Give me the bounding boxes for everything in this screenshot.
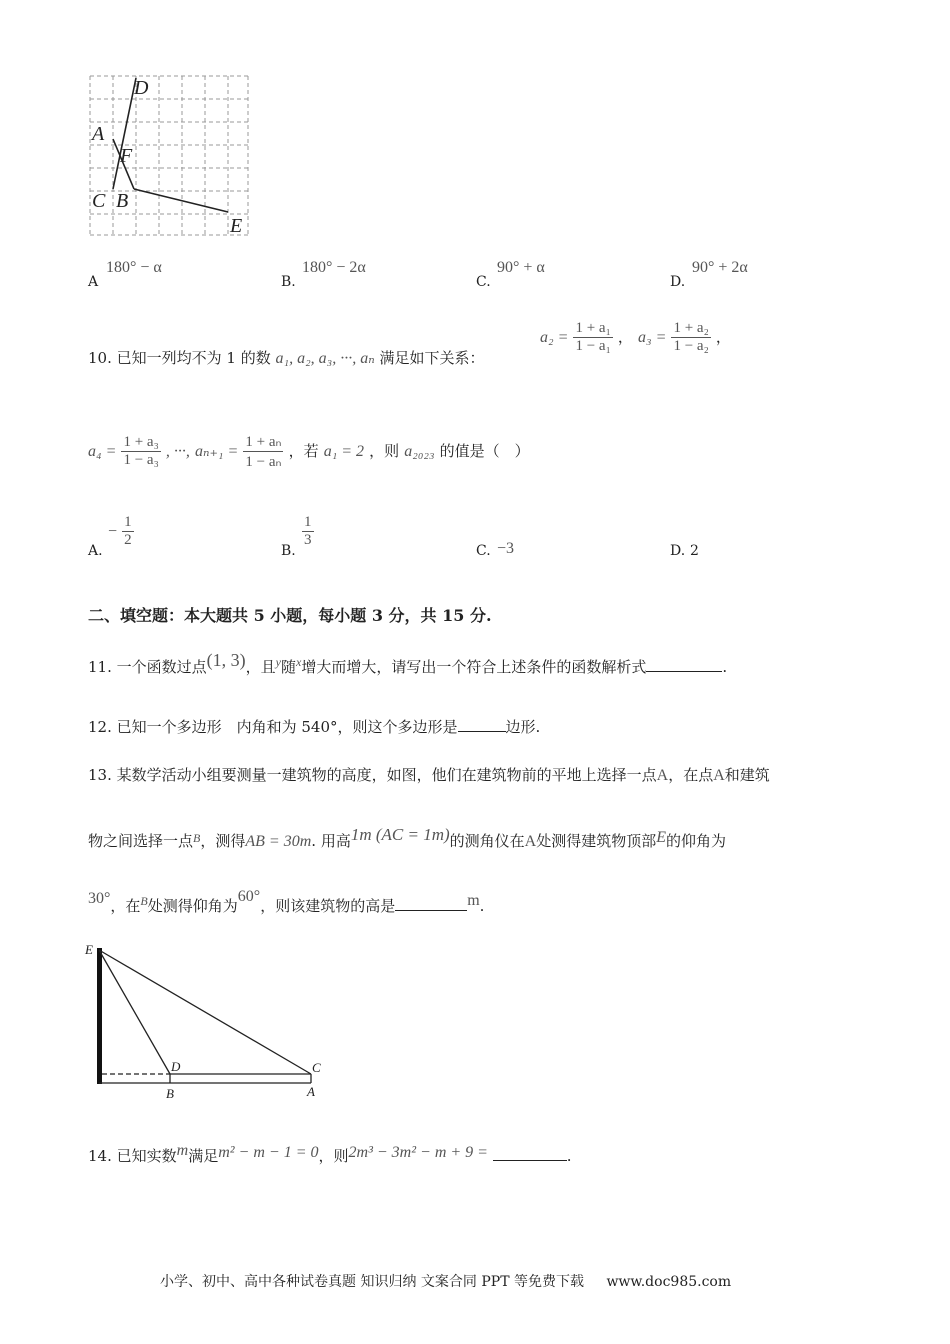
q10-option-a-num: 1 [124,514,132,530]
rel-a3-den: 1 − a₂ [673,338,709,354]
line-dc [113,78,136,189]
q13-l1b: ，在点 [668,766,714,784]
q10-sequence: a₁, a₂, a₃, ···, aₙ [275,350,375,367]
q13-l3a: ，在 [110,897,141,915]
q10-text [88,347,484,368]
label-e: E [230,215,243,237]
label-c: C [92,190,106,212]
rel-a2-fraction [573,320,612,355]
q11-x: x [295,655,302,669]
q10-option-c-expr: −3 [497,540,515,557]
rel-dots: , ···, [165,443,190,460]
q13-height: 1m (AC = 1m) [350,825,450,844]
question9-figure [84,72,254,240]
q11 [88,650,727,677]
q9-option-a-expr: 180° − α [106,259,162,276]
q13-l1: 13. 某数学活动小组要测量一建筑物的高度，如图，他们在建筑物前的平地上选择一点 [88,766,657,784]
rel-a4-lhs: a₄ = [88,443,117,460]
q9-option-a-letter: A [88,274,99,290]
q13-l3c: ，则该建筑物的高是 [260,897,396,915]
q12-end: 边形. [505,718,541,736]
label-d2: D [171,1059,181,1074]
q13-point-a2: A [713,767,725,784]
rel-a2-num: 1 + a₁ [575,320,611,336]
line-ed [99,950,170,1074]
q13-l2b: ，测得 [200,832,246,850]
q14-m: m [176,1142,189,1159]
q10-then: ，则 [369,442,400,460]
q10-option-a-letter: A. [88,543,103,559]
q10-intro: 10. 已知一列均不为 1 的数 [88,349,271,367]
q13-point-e: E [656,829,667,846]
q13-answer-blank[interactable] [395,896,467,911]
q13-line1 [88,764,770,785]
rel-an-den: 1 − aₙ [245,454,282,470]
q10-option-b-fraction [302,514,314,549]
q13-l3b: 处测得仰角为 [147,897,238,915]
rel-an-num: 1 + aₙ [245,434,282,450]
q13-angle2: 60° [237,888,261,905]
q13-angle1: 30° [88,890,111,907]
q9-option-b-expr: 180° − 2α [302,259,366,276]
footer [160,1271,731,1291]
q10-if: ，若 [288,442,319,460]
q10-relations-row2 [88,432,530,471]
q13-l2f: 的仰角为 [666,832,727,850]
rel-a3-lhs: a₃ = [638,329,667,346]
q11-end: . [722,658,728,676]
q9-option-d-expr: 90° + 2α [692,259,748,276]
line-ec [99,950,311,1074]
label-e2: E [85,942,93,957]
q12-text: 12. 已知一个多边形 内角和为 540°，则这个多边形是 [88,718,458,736]
q10-condition: a₁ = 2 [323,443,365,460]
rel-a2-lhs: a₂ = [540,329,569,346]
q10-option-a-fraction [122,514,134,549]
q10-option-a-den: 2 [124,532,132,548]
q10-option-d-expr: 2 [690,543,699,559]
label-b2: B [166,1086,174,1101]
label-d: D [134,77,149,99]
q13-point-b2: B [140,894,148,908]
q14-t2: 满足 [188,1147,219,1165]
q13-line3 [88,888,484,916]
q13-l2d: 的测角仪在 [449,832,525,850]
q13-line2 [88,825,726,851]
rel-a4-num: 1 + a₃ [123,434,159,450]
q11-answer-blank[interactable] [646,657,722,672]
q12-answer-blank[interactable] [458,717,506,732]
q10-intro2: 满足如下关系： [379,349,485,367]
q10-option-b-value [302,514,314,549]
rel-an-lhs: aₙ₊₁ = [195,443,239,460]
q9-option-b-letter: B. [281,274,296,290]
footer-text: 小学、初中、高中各种试卷真题 知识归纳 文案合同 PPT 等免费下载 [160,1274,584,1290]
q10-option-c-letter: C. [476,543,491,559]
q14-t3: ，则 [318,1147,349,1165]
rel-an-fraction [243,432,283,471]
q14-end: . [566,1147,572,1165]
q9-option-d-letter: D. [670,274,686,290]
q10-option-b-num: 1 [304,514,312,530]
q11-t3: 随 [280,658,296,676]
q13-l1c: 和建筑 [724,766,770,784]
rel-a3-fraction [671,320,710,355]
q13-ab: AB = 30m [245,833,312,850]
q9-option-c-letter: C. [476,274,491,290]
q10-relations-row1: a₂ = $\frac{\text{1 + a₁}}{\text{1 − a₁}}$ ， a₃ = $\frac{\text{1 + a₂}}{\text{1 − a₂}}$ ， [540,320,731,354]
q11-point: (1, 3) [206,650,246,670]
q13-l2e: 处测得建筑物顶部 [536,832,657,850]
q14-expression: 2m³ − 3m² − m + 9 = [348,1144,488,1161]
q14 [88,1142,572,1166]
line-be [134,189,228,212]
q13-l2c: . 用高 [311,832,351,850]
q13-point-b: B [193,831,201,845]
building [97,948,102,1084]
footer-url[interactable]: www.doc985.com [606,1274,732,1290]
q10-target: a₂₀₂₃ [404,443,435,460]
q10-option-a-sign: − [108,523,118,540]
q10-ask: 的值是（ ） [439,442,530,460]
section2-title: 二、填空题：本大题共 5 小题，每小题 3 分，共 15 分. [88,606,492,625]
label-c2: C [312,1060,321,1075]
q13-unit: m [467,892,480,909]
q10-option-b-den: 3 [304,532,312,548]
q13-end: . [479,897,485,915]
q10-option-b-letter: B. [281,543,296,559]
q11-y: y [275,655,281,669]
label-a: A [92,123,105,145]
q10-option-d-letter: D. [670,543,686,559]
q13-l2a: 物之间选择一点 [88,832,194,850]
question13-figure [82,940,332,1102]
label-b: B [116,190,129,212]
q13-point-a3: A [524,833,537,850]
rel-a3-num: 1 + a₂ [673,320,709,336]
q11-t1: 11. 一个函数过点 [88,658,207,676]
q14-equation: m² − m − 1 = 0 [218,1144,319,1161]
q11-t4: 增大而增大，请写出一个符合上述条件的函数解析式 [301,658,647,676]
q14-answer-blank[interactable] [493,1146,567,1161]
q10-option-a-value [108,514,134,549]
label-f: F [120,145,133,167]
q14-t1: 14. 已知实数 [88,1147,177,1165]
q9-option-c-expr: 90° + α [497,259,545,276]
q11-t2: ，且 [245,658,276,676]
q13-point-a: A [656,767,669,784]
rel-a4-den: 1 − a₃ [123,452,159,468]
label-a2: A [307,1084,315,1099]
rel-a4-fraction [121,434,160,469]
q12 [88,716,540,737]
rel-a2-den: 1 − a₁ [575,338,611,354]
